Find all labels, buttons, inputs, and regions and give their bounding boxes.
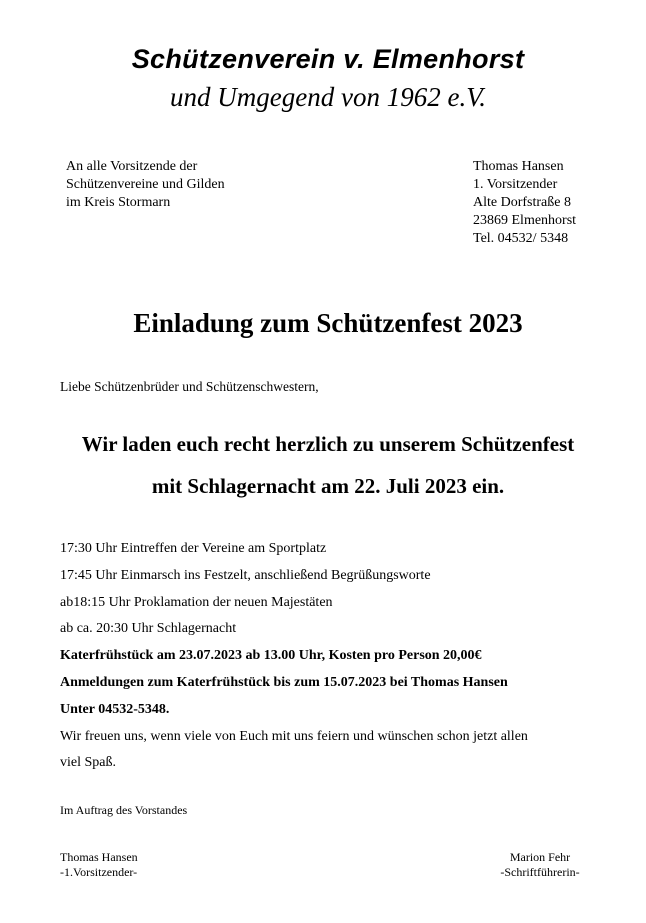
- recipient-line: Schützenvereine und Gilden: [66, 177, 225, 192]
- signer-role: -Schriftführerin-: [500, 865, 580, 879]
- closing-line: Wir freuen uns, wenn viele von Euch mit uns feiern und wünschen schon jetzt allen: [60, 728, 528, 744]
- closing-line: viel Spaß.: [60, 755, 116, 771]
- recipient-address: [66, 158, 225, 212]
- sender-line: Alte Dorfstraße 8: [473, 195, 571, 210]
- signature-right: [470, 850, 610, 880]
- signer-role: -1.Vorsitzender-: [60, 865, 138, 879]
- program-item: ab18:15 Uhr Proklamation der neuen Majestäten: [60, 594, 333, 610]
- invitation-headline: mit Schlagernacht am 22. Juli 2023 ein.: [151, 474, 505, 498]
- sender-line: 1. Vorsitzender: [473, 177, 558, 192]
- sender-line: 23869 Elmenhorst: [473, 213, 577, 228]
- signer-name: Marion Fehr: [509, 850, 571, 864]
- signer-name: Thomas Hansen: [60, 850, 138, 864]
- breakfast-line: Unter 04532-5348.: [60, 701, 170, 717]
- recipient-line: An alle Vorsitzende der: [66, 159, 198, 174]
- breakfast-line: Anmeldungen zum Katerfrühstück bis zum 15.07.2023 bei Thomas Hansen: [60, 674, 508, 690]
- sender-line: Thomas Hansen: [473, 159, 564, 174]
- club-subtitle: und Umgegend von 1962 e.V.: [170, 82, 486, 112]
- breakfast-line: Katerfrühstück am 23.07.2023 ab 13.00 Uhr, Kosten pro Person 20,00€: [60, 648, 482, 664]
- invitation-headline: Wir laden euch recht herzlich zu unserem Schützenfest: [81, 432, 575, 456]
- sender-address: [473, 158, 576, 248]
- invitation-title: Einladung zum Schützenfest 2023: [133, 308, 523, 338]
- club-name: Schützenverein v. Elmenhorst: [131, 44, 525, 74]
- on-behalf-text: Im Auftrag des Vorstandes: [60, 803, 188, 817]
- sender-line: Tel. 04532/ 5348: [473, 231, 569, 246]
- greeting: Liebe Schützenbrüder und Schützenschwestern,: [60, 379, 319, 394]
- program-item: 17:30 Uhr Eintreffen der Vereine am Sportplatz: [60, 541, 327, 556]
- program-item: ab ca. 20:30 Uhr Schlagernacht: [60, 621, 237, 637]
- recipient-line: im Kreis Stormarn: [66, 195, 171, 210]
- program-item: 17:45 Uhr Einmarsch ins Festzelt, anschließend Begrüßungsworte: [60, 567, 431, 583]
- program-block: [60, 536, 620, 777]
- signature-left: [60, 850, 138, 880]
